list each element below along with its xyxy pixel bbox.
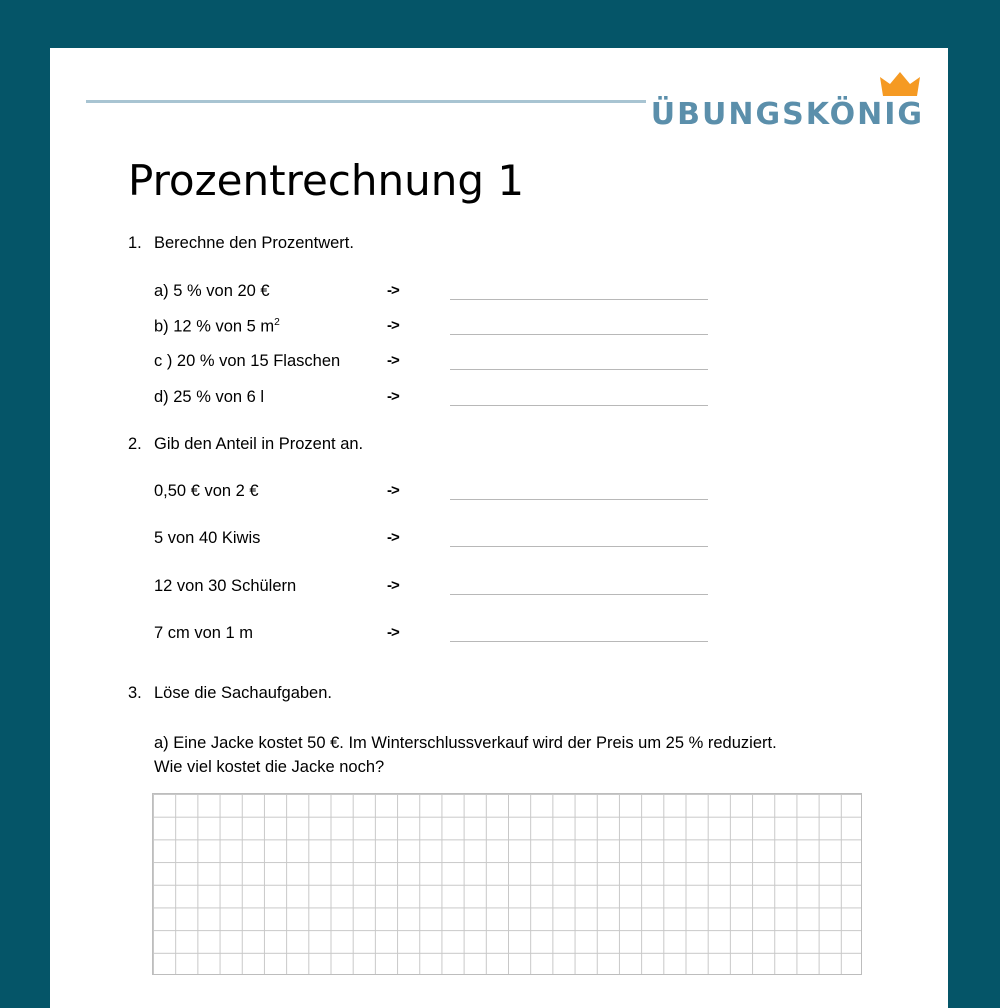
logo-text: ÜBUNGSKÖNIG: [650, 97, 924, 132]
task-1c-arrow: ->: [387, 352, 399, 369]
ubungskonig-logo: [651, 74, 924, 130]
task-2b-arrow: ->: [387, 529, 399, 546]
exercise-3-label: Löse die Sachaufgaben.: [154, 684, 332, 702]
task-2c-text: 12 von 30 Schülern: [154, 577, 297, 595]
exercise-1-label: Berechne den Prozentwert.: [154, 234, 354, 252]
task-2a-text: 0,50 € von 2 €: [154, 482, 259, 500]
answer-line-2b[interactable]: [450, 546, 708, 547]
answer-line-1b[interactable]: [450, 334, 708, 335]
task-1a-text: a) 5 % von 20 €: [154, 282, 270, 300]
task-2c-arrow: ->: [387, 577, 399, 594]
exercise-2-label: Gib den Anteil in Prozent an.: [154, 435, 364, 453]
task-1b-arrow: ->: [387, 317, 399, 334]
exercise-1-heading: [128, 234, 354, 253]
answer-line-2c[interactable]: [450, 594, 708, 595]
task-1b-superscript: 2: [274, 317, 280, 328]
answer-line-1c[interactable]: [450, 369, 708, 370]
exercise-1-number: 1.: [128, 234, 142, 252]
answer-grid[interactable]: [152, 793, 862, 975]
task-2d-arrow: ->: [387, 624, 399, 641]
task-1d-text: d) 25 % von 6 l: [154, 388, 265, 406]
task-1a-arrow: ->: [387, 282, 399, 299]
problem-a-line-2: Wie viel kostet die Jacke noch?: [154, 757, 385, 776]
exercise-3-heading: [128, 684, 332, 703]
page-title: Prozentrechnung 1: [128, 156, 525, 205]
task-1c-text: c ) 20 % von 15 Flaschen: [154, 352, 341, 370]
page-header: [50, 48, 948, 140]
problem-a-line-1: a) Eine Jacke kostet 50 €. Im Winterschlussverkauf wird der Preis um 25 % reduziert.: [154, 734, 777, 752]
exercise-3-problem-a: [154, 732, 914, 780]
exercise-2-number: 2.: [128, 435, 142, 453]
answer-line-2d[interactable]: [450, 641, 708, 642]
task-2a-arrow: ->: [387, 482, 399, 499]
worksheet-page: [50, 48, 948, 1008]
exercise-3-number: 3.: [128, 684, 142, 702]
task-2b-text: 5 von 40 Kiwis: [154, 529, 261, 547]
answer-line-1a[interactable]: [450, 299, 708, 300]
task-1b-text: b) 12 % von 5 $m^2$: [154, 317, 280, 336]
answer-line-1d[interactable]: [450, 405, 708, 406]
answer-line-2a[interactable]: [450, 499, 708, 500]
task-1d-arrow: ->: [387, 388, 399, 405]
crown-icon: [880, 72, 920, 98]
exercise-2-heading: [128, 435, 363, 454]
task-2d-text: 7 cm von 1 m: [154, 624, 254, 642]
header-divider: [86, 100, 646, 103]
